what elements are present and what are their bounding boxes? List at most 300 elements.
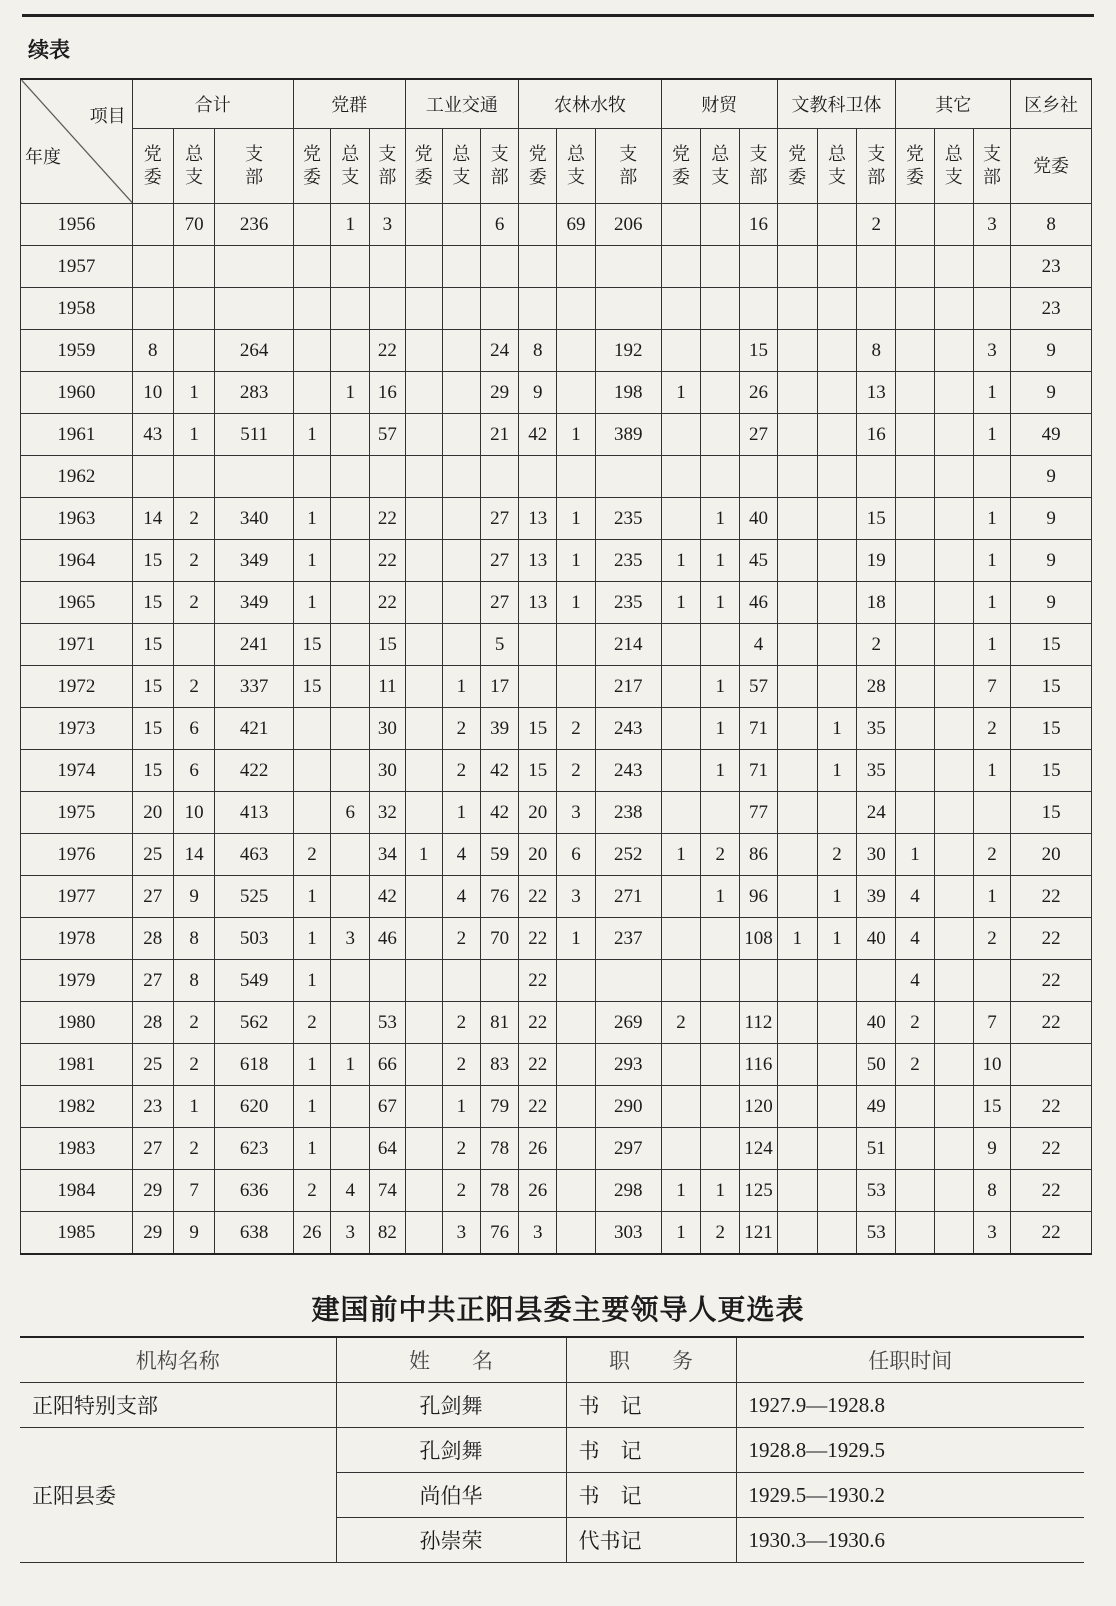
header-org: 机构名称 <box>20 1337 336 1383</box>
table-cell: 22 <box>519 960 557 1002</box>
table-cell <box>173 624 214 666</box>
group-header-other: 其它 <box>896 79 1011 129</box>
table-cell <box>661 624 700 666</box>
table-cell: 7 <box>973 1002 1010 1044</box>
table-cell: 241 <box>215 624 294 666</box>
sub-header-cell <box>173 129 214 204</box>
table-cell <box>661 666 700 708</box>
sub-header-label: 总支 <box>341 144 360 187</box>
table-cell <box>777 792 817 834</box>
table-cell <box>293 750 330 792</box>
table-cell <box>934 288 973 330</box>
table-cell: 2 <box>293 834 330 876</box>
table-cell <box>331 582 370 624</box>
table-cell <box>817 372 856 414</box>
table-cell <box>331 498 370 540</box>
table-cell <box>405 288 442 330</box>
table-row <box>21 456 1092 498</box>
sub-header-cell <box>442 129 480 204</box>
table-cell: 2 <box>896 1044 934 1086</box>
table-cell <box>777 1002 817 1044</box>
table-cell <box>896 1128 934 1170</box>
table-cell: 3 <box>557 792 595 834</box>
table-cell: 1 <box>701 1170 740 1212</box>
table-row <box>21 288 1092 330</box>
table-cell <box>701 288 740 330</box>
table-cell <box>370 246 405 288</box>
table-cell <box>595 456 661 498</box>
table-cell <box>817 288 856 330</box>
table-cell: 22 <box>519 1044 557 1086</box>
table-cell <box>370 960 405 1002</box>
table-cell: 15 <box>1011 750 1092 792</box>
table-cell: 1 <box>817 708 856 750</box>
table-cell <box>293 204 330 246</box>
table-cell <box>132 288 173 330</box>
table-cell: 18 <box>857 582 896 624</box>
table-cell: 1 <box>293 540 330 582</box>
table-cell <box>519 246 557 288</box>
table-cell <box>557 960 595 1002</box>
year-cell: 1982 <box>21 1086 133 1128</box>
table-cell: 1 <box>973 582 1010 624</box>
header-post: 职 务 <box>566 1337 736 1383</box>
table-cell: 15 <box>1011 708 1092 750</box>
table-cell: 22 <box>1011 1170 1092 1212</box>
table-cell: 1 <box>701 498 740 540</box>
table-cell <box>331 876 370 918</box>
table-cell <box>934 456 973 498</box>
year-cell: 1977 <box>21 876 133 918</box>
table-cell <box>557 1002 595 1044</box>
table-cell <box>442 372 480 414</box>
table-cell: 42 <box>480 792 518 834</box>
table-cell <box>740 456 777 498</box>
table-cell <box>405 1212 442 1255</box>
table-cell <box>331 960 370 1002</box>
table-cell: 67 <box>370 1086 405 1128</box>
table-cell: 8 <box>173 960 214 1002</box>
table-cell <box>519 666 557 708</box>
table-cell <box>896 1212 934 1255</box>
table-cell <box>405 960 442 1002</box>
table-cell: 20 <box>519 834 557 876</box>
table-cell: 40 <box>857 1002 896 1044</box>
table-cell <box>934 960 973 1002</box>
table-cell <box>405 582 442 624</box>
table-cell: 3 <box>331 1212 370 1255</box>
table-cell <box>934 1128 973 1170</box>
table-cell <box>595 288 661 330</box>
continued-label: 续表 <box>28 37 70 62</box>
table-cell: 1 <box>661 834 700 876</box>
table-cell <box>701 792 740 834</box>
table-cell: 9 <box>1011 498 1092 540</box>
table-cell <box>132 246 173 288</box>
table-cell: 15 <box>293 624 330 666</box>
table-cell: 28 <box>857 666 896 708</box>
table-cell <box>132 204 173 246</box>
table-cell <box>661 1086 700 1128</box>
table-row <box>21 246 1092 288</box>
year-cell: 1985 <box>21 1212 133 1255</box>
table-cell <box>331 834 370 876</box>
table-cell: 2 <box>173 1044 214 1086</box>
table-cell: 46 <box>370 918 405 960</box>
table-cell: 235 <box>595 540 661 582</box>
table-cell: 46 <box>740 582 777 624</box>
table-cell: 1 <box>293 960 330 1002</box>
table-cell: 8 <box>857 330 896 372</box>
table-cell <box>934 750 973 792</box>
year-cell: 1959 <box>21 330 133 372</box>
org-cell: 正阳县委 <box>20 1428 336 1563</box>
table-row <box>21 750 1092 792</box>
table-cell <box>661 330 700 372</box>
table-cell: 125 <box>740 1170 777 1212</box>
table-cell: 303 <box>595 1212 661 1255</box>
sub-header-label: 党委 <box>414 144 433 187</box>
table-cell <box>331 288 370 330</box>
table-cell: 22 <box>1011 1128 1092 1170</box>
year-cell: 1962 <box>21 456 133 498</box>
table-cell: 2 <box>173 666 214 708</box>
table-cell: 3 <box>973 204 1010 246</box>
table-cell <box>370 456 405 498</box>
table-cell <box>557 456 595 498</box>
table-cell: 78 <box>480 1170 518 1212</box>
table-cell <box>331 708 370 750</box>
table-cell <box>896 414 934 456</box>
table-cell <box>405 414 442 456</box>
table-cell <box>293 372 330 414</box>
table-cell: 4 <box>740 624 777 666</box>
leader-term: 1927.9—1928.8 <box>736 1383 1084 1428</box>
table-cell <box>857 246 896 288</box>
table-cell <box>896 1170 934 1212</box>
leader-term: 1930.3—1930.6 <box>736 1518 1084 1563</box>
table-cell: 22 <box>1011 1002 1092 1044</box>
table-cell <box>817 1086 856 1128</box>
table-cell <box>480 288 518 330</box>
table-cell: 1 <box>557 498 595 540</box>
table-cell: 25 <box>132 834 173 876</box>
table-cell: 2 <box>173 498 214 540</box>
table-cell: 81 <box>480 1002 518 1044</box>
table-cell: 16 <box>857 414 896 456</box>
table-cell: 511 <box>215 414 294 456</box>
table-cell <box>331 456 370 498</box>
table-cell: 7 <box>973 666 1010 708</box>
table-cell: 1 <box>173 372 214 414</box>
table-cell <box>331 246 370 288</box>
table-cell <box>331 1002 370 1044</box>
table-cell: 264 <box>215 330 294 372</box>
table-cell <box>777 204 817 246</box>
table-cell: 3 <box>557 876 595 918</box>
table-cell: 9 <box>1011 582 1092 624</box>
table-cell: 1 <box>701 876 740 918</box>
leaders-table-title: 建国前中共正阳县委主要领导人更选表 <box>311 1293 805 1326</box>
table-cell: 1 <box>777 918 817 960</box>
table-cell: 1 <box>557 582 595 624</box>
table-cell: 6 <box>480 204 518 246</box>
table-cell: 83 <box>480 1044 518 1086</box>
table-cell <box>661 876 700 918</box>
table-cell: 25 <box>132 1044 173 1086</box>
table-cell <box>557 246 595 288</box>
table-cell <box>331 414 370 456</box>
table-cell: 70 <box>480 918 518 960</box>
year-cell: 1978 <box>21 918 133 960</box>
table-cell: 9 <box>519 372 557 414</box>
table-cell: 40 <box>857 918 896 960</box>
year-cell: 1958 <box>21 288 133 330</box>
table-row <box>21 708 1092 750</box>
table-cell <box>557 1086 595 1128</box>
table-cell: 9 <box>1011 540 1092 582</box>
year-cell: 1961 <box>21 414 133 456</box>
table-cell: 235 <box>595 582 661 624</box>
sub-header-cell <box>557 129 595 204</box>
table-cell <box>817 330 856 372</box>
table-cell: 620 <box>215 1086 294 1128</box>
sub-header-cell <box>817 129 856 204</box>
table-cell <box>442 498 480 540</box>
table-cell <box>701 918 740 960</box>
table-row <box>21 876 1092 918</box>
table-cell: 26 <box>519 1128 557 1170</box>
year-cell: 1980 <box>21 1002 133 1044</box>
table-cell <box>701 456 740 498</box>
table-cell <box>661 246 700 288</box>
table-cell: 121 <box>740 1212 777 1255</box>
table-cell: 6 <box>173 750 214 792</box>
table-cell <box>701 1002 740 1044</box>
table-cell <box>331 330 370 372</box>
table-cell: 53 <box>370 1002 405 1044</box>
table-cell <box>896 330 934 372</box>
table-cell <box>331 1128 370 1170</box>
sub-header-cell <box>661 129 700 204</box>
table-cell <box>661 414 700 456</box>
table-cell: 1 <box>557 540 595 582</box>
table-cell: 1 <box>661 372 700 414</box>
table-cell <box>519 456 557 498</box>
table-cell: 1 <box>293 414 330 456</box>
table-cell <box>405 372 442 414</box>
sub-header-cell <box>293 129 330 204</box>
table-cell <box>896 540 934 582</box>
table-cell: 1 <box>557 414 595 456</box>
year-cell: 1964 <box>21 540 133 582</box>
table-cell <box>817 498 856 540</box>
table-cell: 42 <box>519 414 557 456</box>
leader-post: 书 记 <box>566 1473 736 1518</box>
table-cell: 340 <box>215 498 294 540</box>
table-cell <box>661 918 700 960</box>
table-cell: 34 <box>370 834 405 876</box>
year-cell: 1973 <box>21 708 133 750</box>
table-cell: 1 <box>293 1044 330 1086</box>
table-cell: 2 <box>701 834 740 876</box>
table-cell <box>405 204 442 246</box>
table-cell: 269 <box>595 1002 661 1044</box>
table-row <box>21 1086 1092 1128</box>
table-cell: 1 <box>973 750 1010 792</box>
table-cell <box>934 372 973 414</box>
table-cell <box>557 624 595 666</box>
table-cell: 27 <box>132 1128 173 1170</box>
table-cell <box>701 330 740 372</box>
corner-header <box>21 79 133 204</box>
table-cell: 53 <box>857 1170 896 1212</box>
table-cell: 9 <box>173 876 214 918</box>
table-cell: 238 <box>595 792 661 834</box>
table-cell: 4 <box>442 876 480 918</box>
table-cell <box>777 834 817 876</box>
table-cell: 638 <box>215 1212 294 1255</box>
table-cell: 4 <box>896 960 934 1002</box>
table-cell: 22 <box>370 582 405 624</box>
table-cell: 116 <box>740 1044 777 1086</box>
table-cell: 2 <box>293 1002 330 1044</box>
table-cell: 32 <box>370 792 405 834</box>
table-cell: 1 <box>701 582 740 624</box>
table-cell <box>740 960 777 1002</box>
table-cell <box>817 1170 856 1212</box>
table-row <box>21 834 1092 876</box>
year-cell: 1975 <box>21 792 133 834</box>
table-cell: 21 <box>480 414 518 456</box>
table-cell: 79 <box>480 1086 518 1128</box>
table-cell <box>934 204 973 246</box>
table-cell <box>480 456 518 498</box>
leaders-table <box>20 1336 1084 1563</box>
table-cell: 206 <box>595 204 661 246</box>
table-cell: 2 <box>557 708 595 750</box>
table-cell: 1 <box>661 1212 700 1255</box>
table-cell <box>661 750 700 792</box>
table-cell: 108 <box>740 918 777 960</box>
header-name: 姓 名 <box>336 1337 566 1383</box>
table-cell: 1 <box>973 540 1010 582</box>
table-cell: 2 <box>817 834 856 876</box>
table-cell <box>293 246 330 288</box>
table-cell <box>777 1212 817 1255</box>
table-cell <box>817 204 856 246</box>
table-cell: 10 <box>973 1044 1010 1086</box>
table-cell: 1 <box>557 918 595 960</box>
sub-header-row <box>21 129 1092 204</box>
table-cell: 24 <box>480 330 518 372</box>
table-cell <box>331 624 370 666</box>
table-cell: 192 <box>595 330 661 372</box>
table-cell: 66 <box>370 1044 405 1086</box>
table-cell: 15 <box>1011 792 1092 834</box>
table-cell <box>701 372 740 414</box>
table-cell <box>442 330 480 372</box>
table-cell: 13 <box>519 540 557 582</box>
table-cell: 22 <box>519 1002 557 1044</box>
table-cell <box>934 708 973 750</box>
table-cell <box>896 456 934 498</box>
table-cell: 2 <box>701 1212 740 1255</box>
sub-header-label: 党委 <box>528 144 547 187</box>
table-cell <box>442 540 480 582</box>
table-row <box>21 960 1092 1002</box>
table-cell: 20 <box>132 792 173 834</box>
table-cell <box>557 1212 595 1255</box>
table-cell <box>896 750 934 792</box>
group-header-party-mass: 党群 <box>293 79 405 129</box>
group-header-culture-education: 文教科卫体 <box>777 79 896 129</box>
table-cell <box>777 1044 817 1086</box>
table-cell: 27 <box>480 582 518 624</box>
table-cell: 28 <box>132 1002 173 1044</box>
table-cell: 120 <box>740 1086 777 1128</box>
table-cell <box>405 876 442 918</box>
table-cell: 27 <box>740 414 777 456</box>
table-cell <box>442 288 480 330</box>
table-cell <box>973 456 1010 498</box>
table-cell: 35 <box>857 708 896 750</box>
table-cell <box>817 1128 856 1170</box>
table-row <box>21 666 1092 708</box>
table-cell: 298 <box>595 1170 661 1212</box>
table-cell: 64 <box>370 1128 405 1170</box>
table-cell <box>701 246 740 288</box>
table-cell <box>701 624 740 666</box>
year-cell: 1971 <box>21 624 133 666</box>
table-row <box>21 1128 1092 1170</box>
table-cell: 42 <box>480 750 518 792</box>
table-cell: 15 <box>857 498 896 540</box>
table-cell: 77 <box>740 792 777 834</box>
table-cell: 15 <box>132 540 173 582</box>
table-cell: 422 <box>215 750 294 792</box>
table-cell <box>777 582 817 624</box>
table-cell <box>701 1086 740 1128</box>
table-cell: 9 <box>973 1128 1010 1170</box>
table-cell: 1 <box>661 540 700 582</box>
table-cell: 42 <box>370 876 405 918</box>
table-cell: 2 <box>973 834 1010 876</box>
table-cell: 2 <box>973 708 1010 750</box>
table-cell: 237 <box>595 918 661 960</box>
table-cell: 5 <box>480 624 518 666</box>
table-cell: 1 <box>173 414 214 456</box>
sub-header-label: 党委 <box>906 144 925 187</box>
table-cell: 9 <box>1011 456 1092 498</box>
table-cell <box>480 960 518 1002</box>
group-header-agriculture: 农林水牧 <box>519 79 662 129</box>
table-cell: 3 <box>973 330 1010 372</box>
table-cell: 1 <box>701 750 740 792</box>
table-cell <box>934 246 973 288</box>
table-cell <box>442 414 480 456</box>
table-cell: 3 <box>519 1212 557 1255</box>
table-cell: 2 <box>442 1170 480 1212</box>
leader-name: 孔剑舞 <box>336 1428 566 1473</box>
table-cell <box>405 708 442 750</box>
table-cell <box>973 792 1010 834</box>
table-cell: 1 <box>701 540 740 582</box>
table-cell <box>442 624 480 666</box>
table-row <box>21 582 1092 624</box>
year-cell: 1972 <box>21 666 133 708</box>
table-cell <box>293 330 330 372</box>
